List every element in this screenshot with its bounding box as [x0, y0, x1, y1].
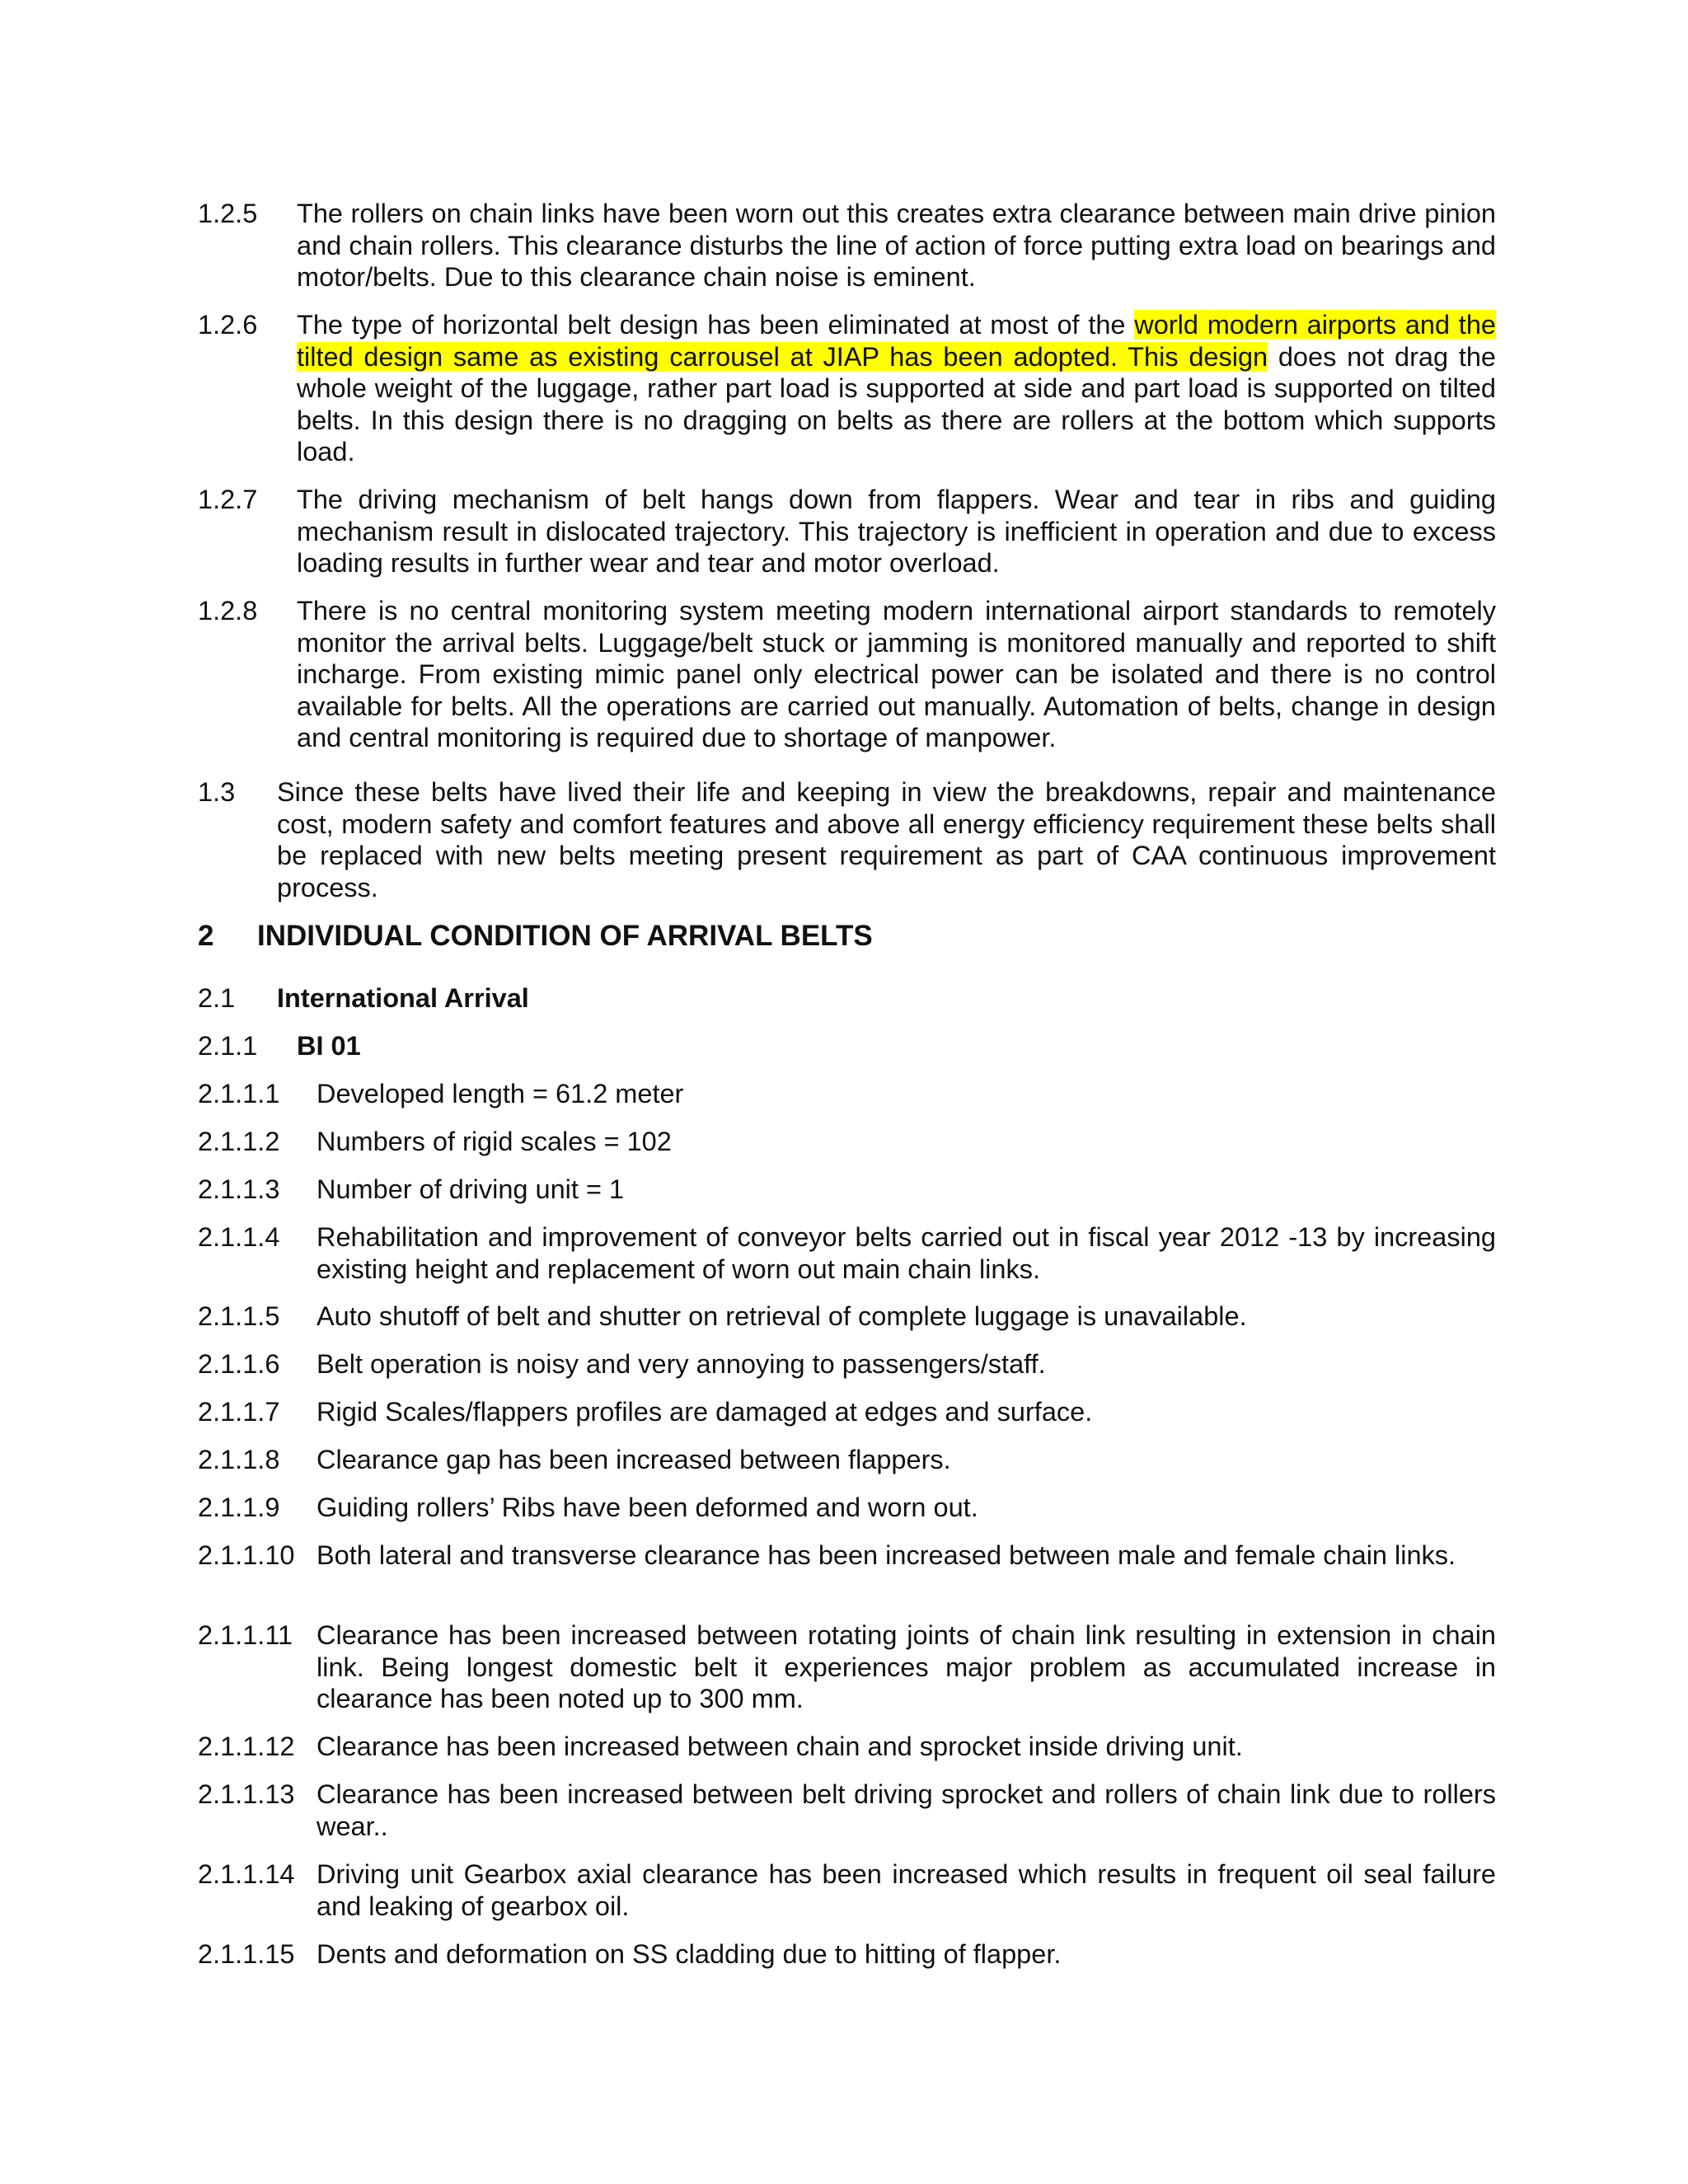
text-before-highlight: The type of horizontal belt design has been eliminated at most of the: [297, 310, 1135, 340]
paragraph-1-3: [198, 776, 1496, 903]
heading-text: BI 01: [297, 1031, 361, 1061]
item-number: 2.1.1.4: [198, 1222, 280, 1252]
list-item: [198, 1938, 1496, 1971]
paragraph-number: 1.2.6: [198, 310, 258, 340]
list-item: [198, 1348, 1496, 1380]
heading-text: INDIVIDUAL CONDITION OF ARRIVAL BELTS: [257, 920, 873, 952]
item-text: Both lateral and transverse clearance has been increased between male and female chain links.: [316, 1540, 1456, 1570]
item-text: Auto shutoff of belt and shutter on retrieval of complete luggage is unavailable.: [316, 1301, 1247, 1331]
item-number: 2.1.1.9: [198, 1493, 280, 1522]
item-text: Clearance has been increased between rotating joints of chain link resulting in extension in chain link. Being longest domestic belt it experiences major problem as accumulated increase in clearance has been noted up to 300 mm.: [316, 1620, 1496, 1713]
list-item: [198, 1731, 1496, 1763]
item-text: Clearance has been increased between belt driving sprocket and rollers of chain link due to rollers wear..: [316, 1779, 1496, 1841]
heading-number: 2: [198, 920, 214, 952]
subsection-heading-2-1-1: [198, 1030, 1496, 1062]
list-item: [198, 1779, 1496, 1842]
paragraph-text: There is no central monitoring system meeting modern international airport standards to remotely monitor the arrival belts. Luggage/belt stuck or jamming is monitored manually and reported to shift incharge. From existing mimic panel only electrical power can be isolated and there is no control available for belts. All the operations are carried out manually. Automation of belts, change in design and central monitoring is required due to shortage of manpower.: [297, 596, 1496, 752]
item-text: Rigid Scales/flappers profiles are damaged at edges and surface.: [316, 1397, 1093, 1427]
item-text: Guiding rollers’ Ribs have been deformed and worn out.: [316, 1493, 978, 1522]
item-number: 2.1.1.12: [198, 1732, 295, 1761]
paragraph-number: 1.2.8: [198, 596, 258, 626]
text-after-highlight: does not drag the whole weight of the luggage, rather part load is supported at side and part load is supported on tilted belts. In this design there is no dragging on belts as there are rollers at the bottom which supports load.: [297, 341, 1496, 466]
item-text: Belt operation is noisy and very annoying to passengers/staff.: [316, 1349, 1046, 1379]
paragraph-1-2-8: [198, 595, 1496, 754]
item-number: 2.1.1.1: [198, 1079, 280, 1108]
list-item: [198, 1221, 1496, 1285]
item-number: 2.1.1.5: [198, 1301, 280, 1331]
item-number: 2.1.1.13: [198, 1779, 295, 1809]
paragraph-text: [297, 309, 1496, 468]
heading-text: International Arrival: [277, 983, 529, 1013]
item-number: 2.1.1.2: [198, 1127, 280, 1156]
list-item: [198, 1540, 1496, 1572]
section-heading-2: [198, 921, 1496, 953]
item-text: Number of driving unit = 1: [316, 1174, 625, 1204]
item-number: 2.1.1.11: [198, 1620, 293, 1650]
item-text: Driving unit Gearbox axial clearance has been increased which results in frequent oil seal failure and leaking of gearbox oil.: [316, 1859, 1496, 1921]
item-text: Developed length = 61.2 meter: [316, 1079, 684, 1108]
paragraph-1-2-7: [198, 484, 1496, 579]
item-text: Numbers of rigid scales = 102: [316, 1127, 672, 1156]
paragraph-1-2-5: [198, 198, 1496, 293]
item-number: 2.1.1.10: [198, 1540, 295, 1570]
item-number: 2.1.1.15: [198, 1939, 295, 1969]
heading-number: 2.1: [198, 983, 236, 1013]
list-item: [198, 1396, 1496, 1428]
item-number: 2.1.1.3: [198, 1174, 280, 1204]
list-item: [198, 1858, 1496, 1922]
paragraph-number: 1.2.5: [198, 199, 258, 228]
list-item: [198, 1492, 1496, 1524]
list-item: [198, 1174, 1496, 1206]
item-number: 2.1.1.8: [198, 1445, 280, 1474]
paragraph-number: 1.3: [198, 777, 236, 807]
paragraph-number: 1.2.7: [198, 485, 258, 514]
list-item: [198, 1126, 1496, 1158]
list-item: [198, 1619, 1496, 1715]
list-item: [198, 1444, 1496, 1476]
paragraph-text: Since these belts have lived their life and keeping in view the breakdowns, repair and maintenance cost, modern safety and comfort features and above all energy efficiency requirement these belts shall be replaced with new belts meeting present requirement as part of CAA continuous improvement process.: [277, 777, 1496, 902]
item-number: 2.1.1.14: [198, 1859, 295, 1889]
list-item: [198, 1301, 1496, 1333]
heading-number: 2.1.1: [198, 1031, 258, 1061]
item-text: Rehabilitation and improvement of conveyor belts carried out in fiscal year 2012 -13 by increasing existing height and replacement of worn out main chain links.: [316, 1222, 1496, 1284]
paragraph-text: The driving mechanism of belt hangs down from flappers. Wear and tear in ribs and guiding mechanism result in dislocated trajectory. This trajectory is inefficient in operation and due to excess loading results in further wear and tear and motor overload.: [297, 485, 1496, 578]
paragraph-text: The rollers on chain links have been worn out this creates extra clearance between main drive pinion and chain rollers. This clearance disturbs the line of action of force putting extra load on bearings and motor/belts. Due to this clearance chain noise is eminent.: [297, 199, 1496, 292]
paragraph-1-2-6: [198, 309, 1496, 468]
item-text: Clearance gap has been increased between flappers.: [316, 1445, 951, 1474]
highlighted-text: world modern airports and the tilted design same as existing carrousel at JIAP has been adopted. This design: [297, 310, 1496, 372]
item-number: 2.1.1.7: [198, 1397, 280, 1427]
item-number: 2.1.1.6: [198, 1349, 280, 1379]
subsection-heading-2-1: [198, 982, 1496, 1015]
list-item: [198, 1078, 1496, 1110]
item-text: Clearance has been increased between chain and sprocket inside driving unit.: [316, 1732, 1243, 1761]
item-text: Dents and deformation on SS cladding due to hitting of flapper.: [316, 1939, 1062, 1969]
